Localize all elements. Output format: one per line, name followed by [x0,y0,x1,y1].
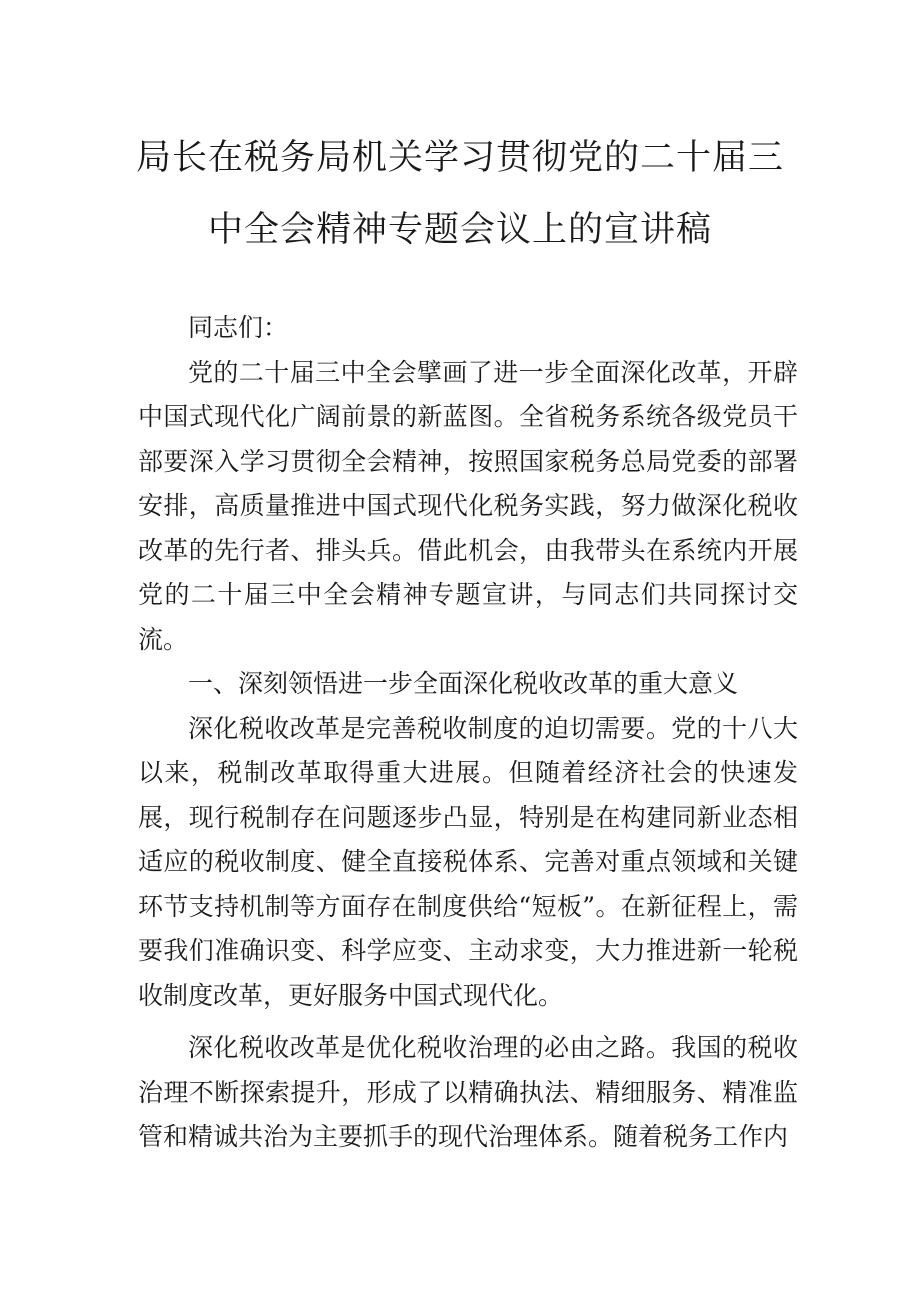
document-body [138,306,798,1160]
paragraph-tax-system: 深化税收改革是完善税收制度的迫切需要。党的十八大以来，税制改革取得重大进展。但随着经济社会的快速发展，现行税制存在问题逐步凸显，特别是在构建同新业态相适应的税收制度、健全直接税体系、完善对重点领域和关键环节支持机制等方面存在制度供给“短板”。在新征程上，需要我们准确识变、科学应变、主动求变，大力推进新一轮税收制度改革，更好服务中国式现代化。 [138,713,798,1010]
paragraph-tax-governance: 深化税收改革是优化税收治理的必由之路。我国的税收治理不断探索提升，形成了以精确执法、精细服务、精准监管和精诚共治为主要抓手的现代治理体系。随着税务工作内 [138,1033,798,1151]
section-heading-1: 一、深刻领悟进一步全面深化税收改革的重大意义 [188,669,739,698]
document-title-line-1: 局长在税务局机关学习贯彻党的二十届三 [135,138,784,178]
document-title-line-2: 中全会精神专题会议上的宣讲稿 [207,210,712,250]
paragraph-intro: 党的二十届三中全会擘画了进一步全面深化改革，开辟中国式现代化广阔前景的新蓝图。全省税务系统各级党员干部要深入学习贯彻全会精神，按照国家税务总局党委的部署安排，高质量推进中国式现代化税务实践，努力做深化税收改革的先行者、排头兵。借此机会，由我带头在系统内开展党的二十届三中全会精神专题宣讲，与同志们共同探讨交流。 [138,357,798,654]
salutation: 同志们： [188,313,289,342]
